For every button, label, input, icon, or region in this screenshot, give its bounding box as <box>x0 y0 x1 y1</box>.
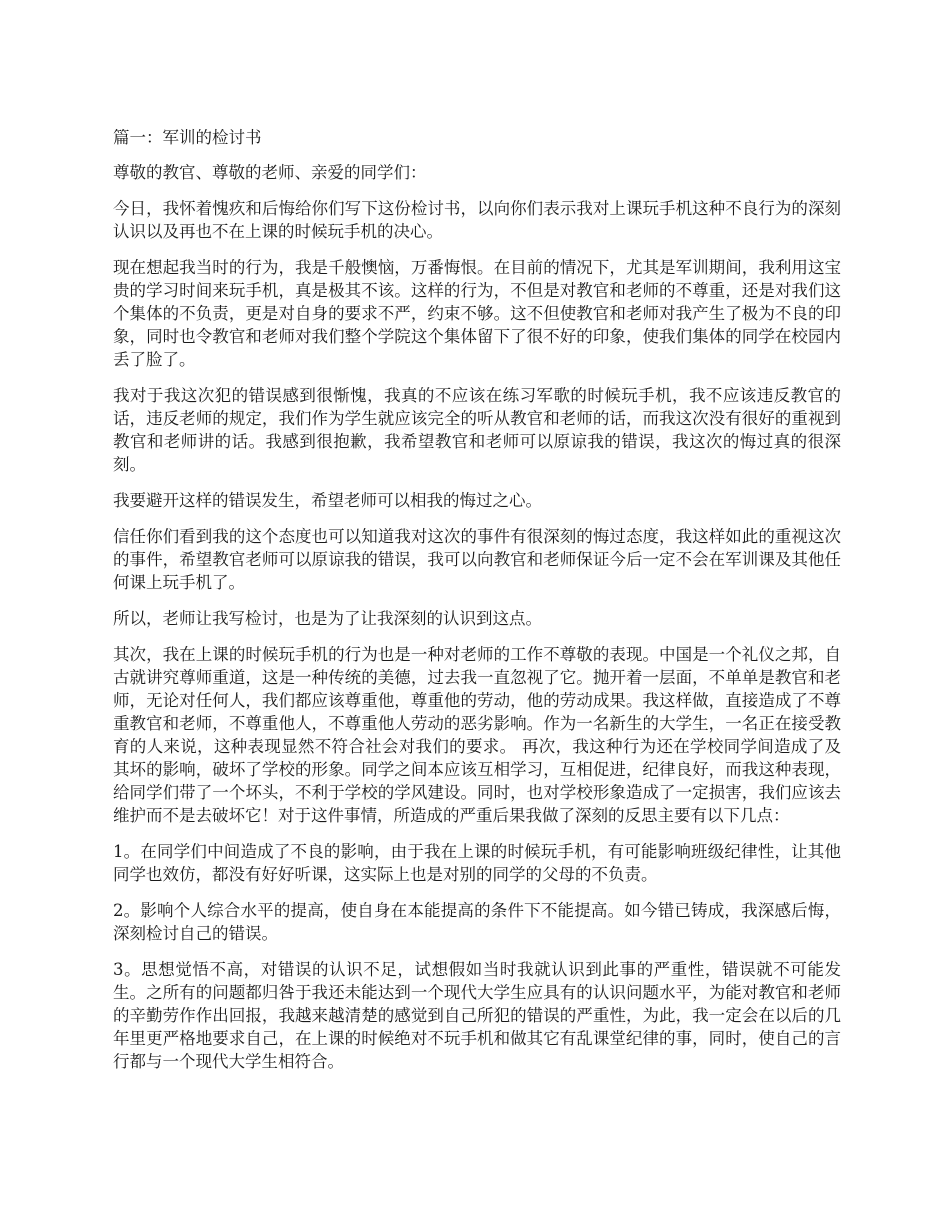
salutation: 尊敬的教官、尊敬的老师、亲爱的同学们： <box>113 163 427 182</box>
paragraph: 所以，老师让我写检讨，也是为了让我深刻的认识到这点。 <box>113 609 542 628</box>
paragraph: 其次，我在上课的时候玩手机的行为也是一种对老师的工作不尊敬的表现。中国是一个礼仪之邦，自古就讲究尊师重道，这是一种传统的美德，过去我一直忽视了它。抛开着一层面，不单单是教官和老师，无论对任何人，我们都应该尊重他，尊重他的劳动，他的劳动成果。我这样做，直接造成了不尊重教官和老师，不尊重他人，不尊重他人劳动的恶劣影响。作为一名新生的大学生，一名正在接受教育的人来说，这种表现显然不符合社会对我们的要求。 再次，我这种行为还在学校同学间造成了及其坏的影响，破坏了学校的形象。同学之间本应该互相学习，互相促进，纪律良好，而我这种表现，给同学们带了一个坏头，不利于学校的学风建设。同时，也对学校形象造成了一定损害，我们应该去维护而不是去破坏它！对于这件事情，所造成的严重后果我做了深刻的反思主要有以下几点： <box>113 645 841 825</box>
paragraph: 信任你们看到我的这个态度也可以知道我对这次的事件有很深刻的悔过态度，我这样如此的重视这次的事件，希望教官老师可以原谅我的错误，我可以向教官和老师保证今后一定不会在军训课及其他任何课上玩手机了。 <box>113 527 841 592</box>
document-title: 篇一：军训的检讨书 <box>113 128 262 147</box>
list-item: 3。思想觉悟不高，对错误的认识不足，试想假如当时我就认识到此事的严重性，错误就不可能发生。之所有的问题都归咎于我还未能达到一个现代大学生应具有的认识问题水平，为能对教官和老师的辛勤劳作作出回报，我越来越清楚的感觉到自己所犯的错误的严重性，为此，我一定会在以后的几年里更严格地要求自己，在上课的时候绝对不玩手机和做其它有乱课堂纪律的事，同时，使自己的言行都与一个现代大学生相符合。 <box>113 960 841 1071</box>
paragraph: 我要避开这样的错误发生，希望老师可以相我的悔过之心。 <box>113 491 542 510</box>
list-item: 1。在同学们中间造成了不良的影响，由于我在上课的时候玩手机，有可能影响班级纪律性，让其他同学也效仿，都没有好好听课，这实际上也是对别的同学的父母的不负责。 <box>113 842 841 884</box>
paragraph: 我对于我这次犯的错误感到很惭愧，我真的不应该在练习军歌的时候玩手机，我不应该违反教官的话，违反老师的规定，我们作为学生就应该完全的听从教官和老师的话，而我这次没有很好的重视到教官和老师讲的话。我感到很抱歉，我希望教官和老师可以原谅我的错误，我这次的悔过真的很深刻。 <box>113 386 841 474</box>
document-body <box>113 126 841 1086</box>
paragraph: 今日，我怀着愧疚和后悔给你们写下这份检讨书，以向你们表示我对上课玩手机这种不良行为的深刻认识以及再也不在上课的时候玩手机的决心。 <box>113 199 841 241</box>
list-item: 2。影响个人综合水平的提高，使自身在本能提高的条件下不能提高。如今错已铸成，我深感后悔，深刻检讨自己的错误。 <box>113 901 841 943</box>
paragraph: 现在想起我当时的行为，我是千般懊恼，万番悔恨。在目前的情况下，尤其是军训期间，我利用这宝贵的学习时间来玩手机，真是极其不该。这样的行为，不但是对教官和老师的不尊重，还是对我们这个集体的不负责，更是对自身的要求不严，约束不够。这不但使教官和老师对我产生了极为不良的印象，同时也令教官和老师对我们整个学院这个集体留下了很不好的印象，使我们集体的同学在校园内丢了脸了。 <box>113 258 841 369</box>
